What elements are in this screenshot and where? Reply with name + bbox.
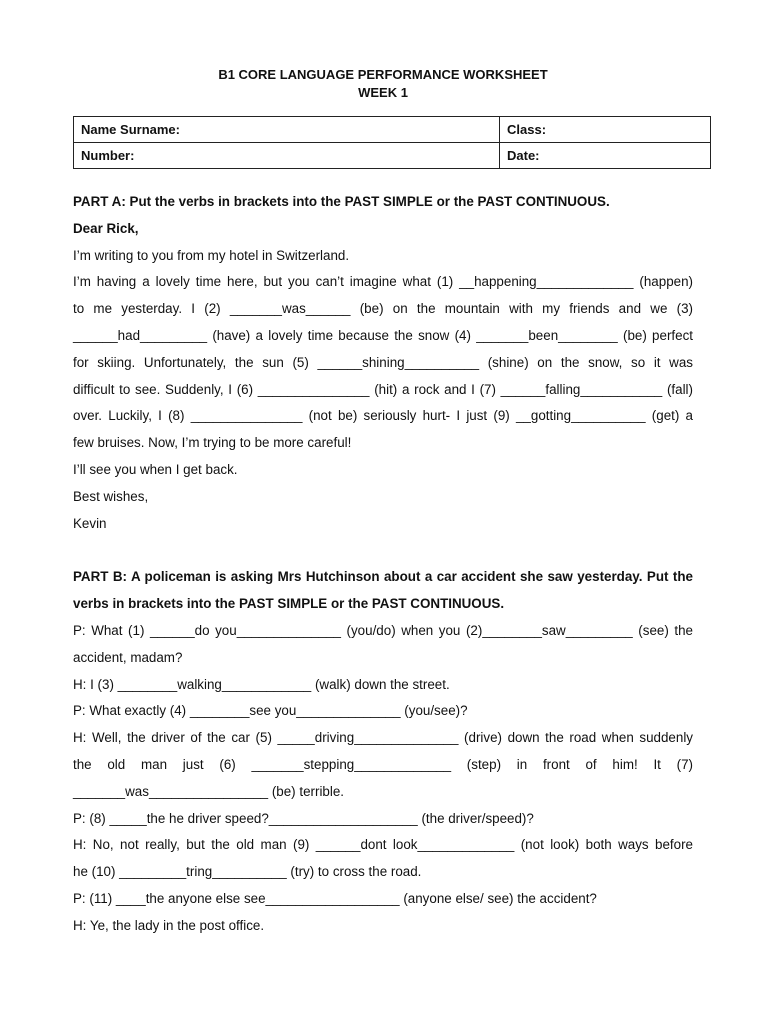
dialogue-line: H: Well, the driver of the car (5) _____driving______________ (drive) down the road when suddenly [73,730,693,746]
letter-line: I’m writing to you from my hotel in Switzerland. [73,247,350,263]
dialogue-line: P: (8) _____the he driver speed?____________________ (the driver/speed)? [73,810,534,826]
dialogue-line: _______was________________ (be) terrible. [73,783,345,799]
dialogue-line: he (10) _________tring__________ (try) to cross the road. [73,864,422,880]
letter-line: I’m having a lovely time here, but you can’t imagine what (1) __happening_____________ (happen) [73,274,693,290]
student-info-table [73,116,711,169]
letter-closing: Best wishes, [73,488,149,504]
class-field[interactable]: Class: [500,117,711,143]
letter-greeting: Dear Rick, [73,220,139,236]
dialogue-line: P: What (1) ______do you______________ (you/do) when you (2)________saw_________ (see) the [73,622,693,638]
part-a-section [73,189,693,537]
dialogue-line: the old man just (6) _______stepping_____________ (step) in front of him! It (7) [73,756,693,772]
letter-line: ______had_________ (have) a lovely time because the snow (4) _______been________ (be) perfect [73,327,693,343]
letter-signature: Kevin [73,515,107,531]
part-b-section [73,564,693,939]
worksheet-page [73,66,693,940]
letter-line: I’ll see you when I get back. [73,461,238,477]
worksheet-week: WEEK 1 [358,85,408,100]
part-b-instruction: verbs in brackets into the PAST SIMPLE or the PAST CONTINUOUS. [73,596,505,612]
dialogue-line: H: I (3) ________walking____________ (walk) down the street. [73,676,450,692]
letter-line: to me yesterday. I (2) _______was______ (be) on the mountain with my friends and we (3) [73,301,693,317]
dialogue-line: H: Ye, the lady in the post office. [73,917,265,933]
letter-line: for skiing. Unfortunately, the sun (5) ______shining__________ (shine) on the snow, so it was [73,354,693,370]
number-field[interactable]: Number: [74,143,500,169]
name-surname-field[interactable]: Name Surname: [74,117,500,143]
letter-line: difficult to see. Suddenly, I (6) _______________ (hit) a rock and I (7) ______falling___________ (fall) [73,381,693,397]
dialogue-line: P: What exactly (4) ________see you______________ (you/see)? [73,703,468,719]
part-a-instruction: PART A: Put the verbs in brackets into the PAST SIMPLE or the PAST CONTINUOUS. [73,194,610,209]
dialogue-line: P: (11) ____the anyone else see__________________ (anyone else/ see) the accident? [73,890,597,906]
letter-line: over. Luckily, I (8) _______________ (not be) seriously hurt- I just (9) __gotting__________ (get) a [73,408,693,424]
worksheet-title: B1 CORE LANGUAGE PERFORMANCE WORKSHEET [218,67,548,82]
dialogue-line: H: No, not really, but the old man (9) ______dont look_____________ (not look) both ways before [73,837,693,853]
section-spacer [73,537,693,564]
dialogue-line: accident, madam? [73,649,183,665]
letter-line: few bruises. Now, I’m trying to be more careful! [73,435,352,451]
date-field[interactable]: Date: [500,143,711,169]
part-b-instruction: PART B: A policeman is asking Mrs Hutchinson about a car accident she saw yesterday. Put the [73,569,693,585]
